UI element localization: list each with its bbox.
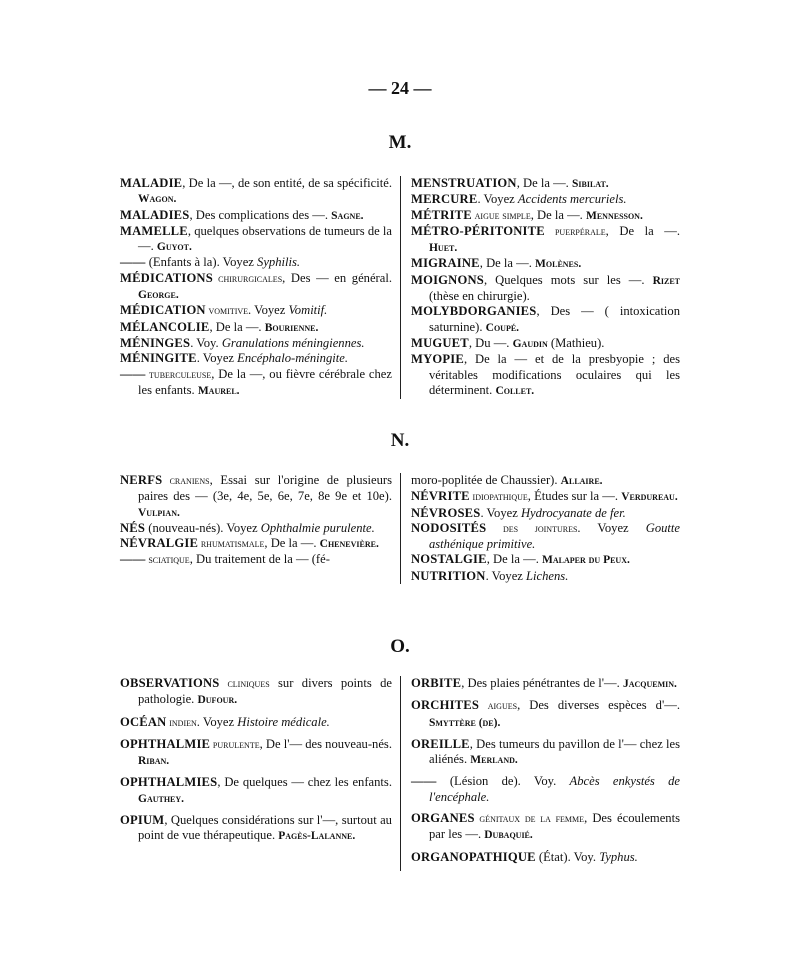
entry-author: Chenevière. (319, 538, 379, 551)
entry-headword: MOIGNONS (410, 272, 484, 287)
entry-headword: —— (120, 366, 146, 381)
entry-text: . Voyez (485, 568, 527, 583)
entry-headword: NÉS (120, 520, 146, 535)
entry-headword: MIGRAINE (410, 256, 480, 271)
entry-text: , Du traitement de la — (fé- (189, 552, 330, 567)
index-entry (120, 176, 392, 208)
entry-author: Gauthey. (138, 792, 185, 805)
entry-text: (Lésion de). Voy. (436, 774, 570, 789)
entry-headword: —— (120, 552, 146, 567)
index-entry (411, 552, 680, 568)
index-entry (411, 774, 680, 805)
column-right (400, 473, 680, 584)
index-entry (411, 352, 680, 399)
entry-reference: Vomitif. (288, 303, 328, 318)
index-entry (120, 715, 392, 731)
index-entry (120, 813, 392, 845)
entry-qualifier: chirurgicales (212, 272, 283, 285)
entry-text: , quelques observations de tumeurs de la —. (138, 223, 392, 254)
entry-text: (nouveau-nés). Voyez (145, 520, 261, 535)
entry-text: . Voy. (190, 335, 222, 350)
entry-author: George. (138, 289, 179, 302)
entry-author: Gaudin (512, 337, 548, 350)
entry-text: . Voyez (477, 192, 518, 207)
entry-text: , Des plaies pénétrantes de l'—. (461, 676, 623, 690)
entry-text: . Voyez (248, 303, 289, 318)
index-entry (411, 224, 680, 257)
entry-headword: ORGANES (410, 811, 475, 826)
entry-text: . Voyez (480, 505, 521, 520)
entry-reference: Lichens. (526, 568, 569, 583)
entry-text: , Des écoulements par les —. (428, 811, 680, 842)
entry-text: (Enfants à la). Voyez (145, 255, 258, 270)
index-entry (120, 552, 392, 568)
entry-headword: OPHTHALMIES (120, 775, 218, 790)
index-entry (411, 208, 680, 224)
entry-headword: MUGUET (410, 335, 469, 350)
entry-headword: —— (410, 774, 437, 789)
entry-author: Riban. (138, 755, 170, 768)
entry-headword: MÉNINGES (120, 335, 191, 350)
entry-author: Dufour. (197, 694, 238, 707)
entry-text: , De la —, ou fièvre cérébrale chez les enfants. (138, 366, 392, 397)
entry-headword: MÉLANCOLIE (120, 319, 210, 334)
entry-qualifier: génitaux de la femme (474, 813, 585, 826)
index-entry (411, 336, 680, 352)
entry-qualifier: cliniques (219, 678, 270, 690)
entry-headword: NÉVROSES (410, 505, 481, 520)
index-entry (120, 336, 392, 351)
entry-headword: OPHTHALMIE (120, 736, 211, 751)
entry-qualifier: indien (166, 716, 197, 729)
entry-author: Bourienne. (264, 321, 319, 334)
entry-headword: MÉDICATION (120, 303, 206, 318)
entry-qualifier: aigues (479, 700, 518, 713)
entry-author: Jacquemin. (622, 678, 677, 690)
entry-qualifier: des jointures (486, 522, 578, 535)
entry-author: Collet. (495, 384, 535, 397)
entry-text: , De l'— des nouveau-nés. (259, 736, 392, 751)
entry-text: , De la — et de la presbyopie ; des véritables modifications oculaires qui les déterminent. (428, 352, 680, 397)
entry-author: Wagon. (138, 193, 177, 206)
entry-text: , Quelques considérations sur l'—, surtout au point de vue thérapeutique. (138, 813, 392, 843)
entry-text: , Essai sur l'origine de plusieurs paires des — (3e, 4e, 5e, 6e, 7e, 8e 9e et 10e). (138, 473, 392, 504)
index-entry (411, 811, 680, 844)
index-entry (120, 271, 392, 304)
index-entry (411, 489, 680, 505)
entry-text: , Du —. (468, 335, 513, 350)
index-entry (411, 698, 680, 731)
section-letter-o: O. (390, 636, 410, 657)
index-entry (411, 676, 680, 692)
index-entry (411, 273, 680, 305)
entry-text: moro-poplitée de Chaussier). (410, 473, 561, 487)
entry-headword: ORCHITES (410, 698, 480, 713)
entry-headword: NOSTALGIE (410, 552, 487, 567)
entry-author: Sagne. (331, 209, 364, 222)
entry-text: , De la —. (516, 176, 572, 190)
entry-author: Malaper du Peux. (542, 554, 630, 567)
entry-headword: MÉNINGITE (120, 351, 197, 366)
entry-author: Mennesson. (585, 209, 643, 222)
entry-qualifier: sciatique (145, 554, 190, 567)
entry-text: sur divers points de pathologie. (138, 676, 392, 707)
entry-author: Pagès-Lalanne. (278, 830, 356, 843)
column-left (120, 473, 400, 584)
entry-headword: MÉTRITE (410, 207, 472, 222)
index-entry (120, 320, 392, 336)
entry-author: Merland. (470, 754, 518, 767)
entry-headword: ORBITE (410, 676, 462, 690)
section-letter-n: N. (390, 430, 410, 451)
index-entry (120, 737, 392, 770)
entry-headword: OREILLE (410, 736, 470, 751)
entry-text: , De la —. (264, 536, 320, 551)
entry-qualifier: craniens (162, 475, 210, 487)
entry-text: , De la —. (486, 552, 543, 567)
index-entry (120, 208, 392, 224)
section-letter-m: M. (388, 132, 412, 153)
entry-reference: Granulations méningiennes. (221, 335, 365, 350)
index-entry (120, 303, 392, 319)
index-entry (120, 775, 392, 807)
entry-reference: Syphilis. (257, 255, 301, 270)
entry-qualifier: idiopathique (469, 491, 528, 504)
index-entry (411, 850, 680, 865)
entry-headword: NUTRITION (410, 568, 486, 583)
entry-text: (État). Voy. (535, 849, 600, 864)
entry-qualifier: aigue simple (471, 209, 531, 222)
entry-headword: ORGANOPATHIQUE (410, 849, 536, 864)
entry-qualifier: tuberculeuse (145, 368, 212, 381)
entry-text: , Des complications des —. (189, 207, 332, 222)
entry-text: , De la —. (209, 319, 265, 334)
entry-reference: Ophthalmie purulente. (260, 520, 375, 535)
section-o (120, 676, 680, 871)
entry-headword: NODOSITÉS (410, 520, 487, 535)
entry-reference: Encéphalo-méningite. (237, 351, 349, 366)
entry-author: Molènes. (535, 258, 582, 271)
entry-text: , De la —. (530, 207, 586, 222)
entry-text: (Mathieu). (547, 335, 605, 350)
entry-text: (thèse en chirurgie). (428, 289, 530, 304)
entry-text: , Des — en général. (282, 270, 392, 285)
entry-text: , De la —, de son entité, de sa spécificité. (182, 176, 392, 190)
entry-author: Sibilat. (571, 178, 609, 190)
entry-author: Vulpian. (138, 506, 180, 519)
entry-reference: Typhus. (599, 849, 638, 864)
index-entry (120, 367, 392, 400)
entry-headword: MERCURE (410, 192, 478, 207)
entry-headword: MENSTRUATION (410, 176, 517, 190)
entry-text: , Quelques mots sur les —. (483, 272, 653, 287)
entry-text: , Des tumeurs du pavillon de l'— chez les aliénés. (428, 736, 680, 767)
entry-headword: NÉVRITE (410, 489, 470, 504)
section-n (120, 473, 680, 584)
entry-headword: OCÉAN (120, 714, 167, 729)
entry-headword: NÉVRALGIE (120, 536, 199, 551)
index-entry (411, 176, 680, 192)
index-entry (120, 521, 392, 536)
entry-reference: Histoire médicale. (237, 714, 330, 729)
entry-reference: Abcès enkystés de l'encéphale. (428, 774, 680, 804)
entry-text: . Voyez (577, 520, 646, 535)
entry-headword: OBSERVATIONS (120, 676, 220, 690)
entry-text: , De quelques — chez les enfants. (217, 775, 392, 790)
entry-headword: OPIUM (120, 813, 165, 828)
entry-headword: MALADIES (120, 207, 190, 222)
entry-text: . Voyez (196, 351, 238, 366)
entry-text: , De la —. (479, 256, 536, 271)
entry-headword: MÉDICATIONS (120, 270, 213, 285)
index-entry (120, 351, 392, 366)
index-entry (411, 256, 680, 272)
index-entry (411, 473, 680, 489)
entry-qualifier: puerpérale (544, 225, 606, 238)
entry-text: , Études sur la —. (527, 489, 622, 504)
entry-qualifier: vomitive (205, 305, 249, 318)
entry-author: Verdureau. (621, 491, 678, 504)
entry-text: , Des diverses espèces d'—. (517, 698, 680, 713)
entry-headword: —— (120, 255, 146, 270)
index-entry (411, 506, 680, 521)
section-m (120, 176, 680, 399)
index-entry (411, 737, 680, 769)
entry-text: , De la —. (605, 223, 681, 238)
entry-text: , Des — ( intoxication saturnine). (428, 304, 680, 334)
index-entry (411, 304, 680, 336)
index-entry (411, 569, 680, 584)
entry-reference: Hydrocyanate de fer. (520, 505, 626, 520)
entry-author: Allaire. (560, 475, 603, 487)
entry-author: Dubaquié. (484, 829, 533, 842)
entry-headword: MALADIE (120, 176, 183, 190)
entry-qualifier: rhumatismale (198, 538, 265, 551)
index-entry (411, 521, 680, 553)
entry-author: Smyttère (de). (428, 716, 501, 729)
entry-reference: Accidents mercuriels. (517, 192, 627, 207)
entry-headword: MÉTRO-PÉRITONITE (410, 223, 545, 238)
entry-headword: MOLYBDORGANIES (410, 304, 537, 319)
column-left (120, 176, 400, 399)
index-entry (120, 536, 392, 552)
column-right (400, 176, 680, 399)
index-entry (120, 473, 392, 521)
entry-author: Huet. (428, 242, 458, 255)
index-entry (411, 192, 680, 207)
index-entry (120, 255, 392, 270)
entry-reference: Goutte asthénique primitive. (428, 520, 680, 552)
index-entry (120, 224, 392, 256)
page-number: — 24 — (368, 78, 432, 98)
index-entry (120, 676, 392, 709)
column-right (400, 676, 680, 871)
column-left (120, 676, 400, 871)
entry-text: . Voyez (196, 714, 238, 729)
entry-qualifier: purulente (210, 738, 260, 751)
entry-headword: MAMELLE (120, 223, 188, 238)
entry-author: Coupé. (485, 321, 520, 334)
entry-author: Rizet (652, 274, 680, 287)
entry-headword: NERFS (120, 473, 163, 487)
entry-author: Maurel. (197, 384, 240, 397)
entry-headword: MYOPIE (410, 352, 464, 367)
entry-author: Guyot. (156, 241, 192, 254)
